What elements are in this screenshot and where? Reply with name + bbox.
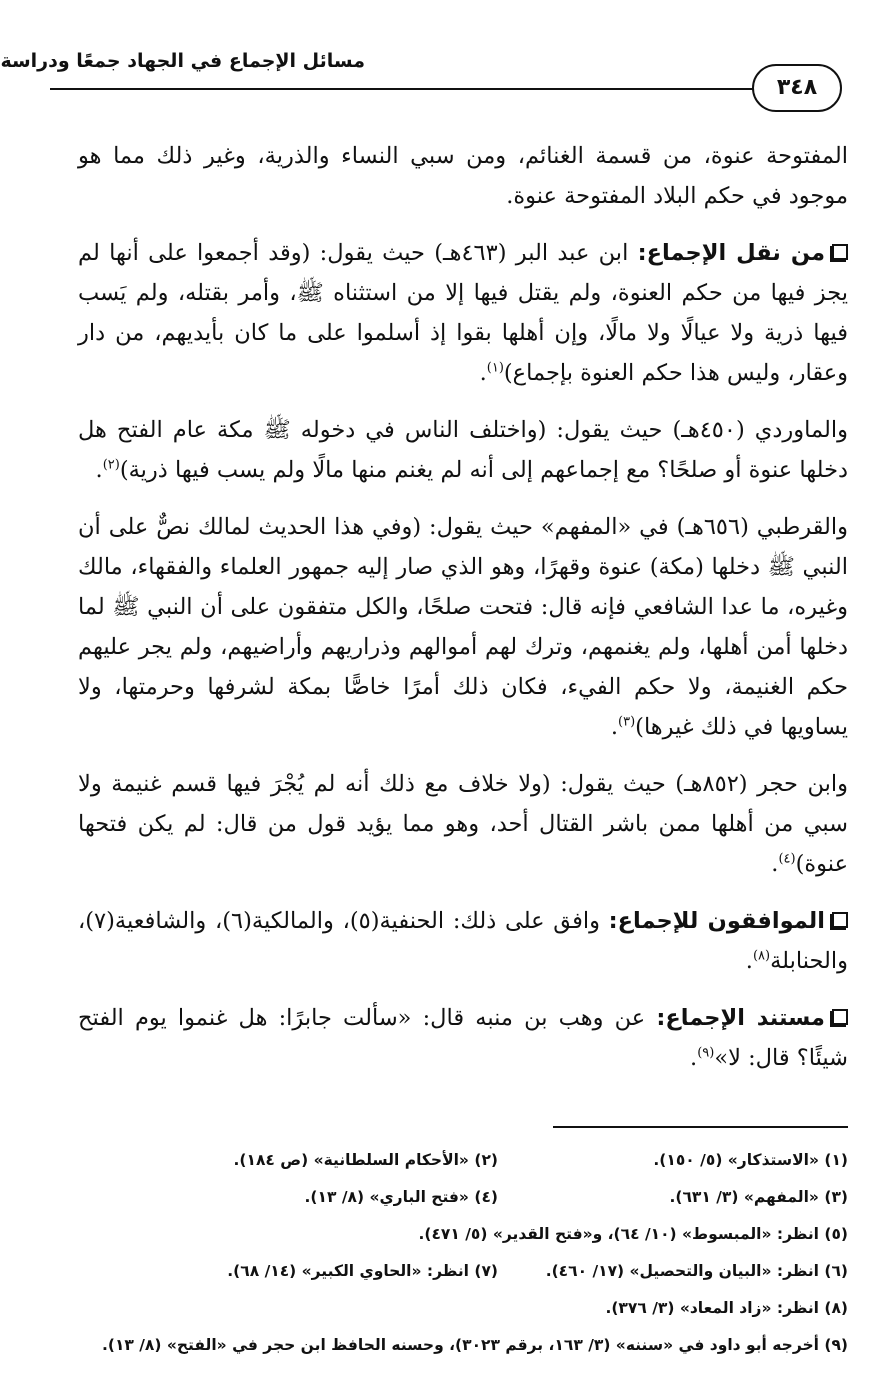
paragraph-end: . [479, 360, 487, 386]
footnote-row [78, 1289, 848, 1326]
section-heading: من نقل الإجماع: [637, 240, 825, 266]
footnote-ref: (١) [486, 360, 504, 376]
footnote-row [78, 1178, 848, 1215]
paragraph-text: وابن حجر (٨٥٢هـ) حيث يقول: (ولا خلاف مع ذلك أنه لم يُجْرَ فيها قسم غنيمة ولا سبي من أهلها ممن باشر القتال أحد، وهو مما يؤيد قول من قال: لم يكن فتحها عنوة) [78, 771, 849, 877]
footnote-row [78, 1215, 848, 1252]
paragraph-end: . [610, 714, 619, 740]
footnote-ref: (٤) [778, 851, 796, 867]
paragraph-qurtubi [78, 507, 848, 747]
main-text [78, 136, 848, 1095]
paragraph-mawardi [78, 410, 848, 490]
section-heading: الموافقون للإجماع: [608, 908, 825, 934]
paragraph-end: . [95, 457, 103, 483]
paragraph-text: والماوردي (٤٥٠هـ) حيث يقول: (واختلف الناس في دخوله ﷺ مكة عام الفتح هل دخلها عنوة أو صلحًا؟ مع إجماعهم إلى أنه لم يغنم منها مالًا ولم يسب فيها ذرية) [78, 417, 848, 483]
footnote-7: (٧) انظر: «الحاوي الكبير» (١٤/ ٦٨). [227, 1261, 498, 1280]
footnote-4: (٤) «فتح الباري» (٨/ ١٣). [304, 1187, 498, 1206]
paragraph-continuation [78, 136, 848, 216]
running-header-title: مسائل الإجماع في الجهاد جمعًا ودراسة [0, 50, 365, 72]
footnote-ref: (٨) [752, 948, 771, 964]
paragraph-text: وافق على ذلك: الحنفية(٥)، والمالكية(٦)، والشافعية(٧)، والحنابلة [78, 908, 848, 974]
paragraph-text: عن وهب بن منبه قال: «سألت جابرًا: هل غنموا يوم الفتح شيئًا؟ قال: لا» [78, 1005, 848, 1071]
footnote-ref: (٩) [697, 1045, 715, 1061]
footnote-2: (٢) «الأحكام السلطانية» (ص ١٨٤). [233, 1150, 498, 1169]
paragraph-end: . [745, 948, 753, 974]
paragraph-agreeing-schools [78, 901, 848, 981]
paragraph-ibn-hajar [78, 764, 848, 884]
footnote-6: (٦) انظر: «البيان والتحصيل» (١٧/ ٤٦٠). [545, 1261, 848, 1280]
header-rule [50, 88, 758, 90]
footnote-3: (٣) «المفهم» (٣/ ٦٣١). [669, 1187, 848, 1206]
footnote-row [78, 1141, 848, 1178]
paragraph-text: المفتوحة عنوة، من قسمة الغنائم، ومن سبي النساء والذرية، وغير ذلك مما هو موجود في حكم البلاد المفتوحة عنوة. [78, 143, 848, 209]
paragraph-evidence [78, 998, 848, 1078]
paragraph-end: . [690, 1045, 698, 1071]
footnotes [78, 1141, 848, 1363]
footnote-1: (١) «الاستذكار» (٥/ ١٥٠). [653, 1150, 848, 1169]
footnote-row [78, 1326, 848, 1363]
footnote-row [78, 1252, 848, 1289]
footnote-ref: (٢) [102, 457, 120, 473]
page-number-badge: ٣٤٨ [752, 64, 842, 112]
footnote-9: (٩) أخرجه أبو داود في «سننه» (٣/ ١٦٣، برقم ٣٠٢٣)، وحسنه الحافظ ابن حجر في «الفتح» (٨/ ١٣). [101, 1335, 848, 1354]
paragraph-text: ابن عبد البر (٤٦٣هـ) حيث يقول: (وقد أجمعوا على أنها لم يجز فيها من حكم العنوة، ولم يقتل فيها إلا من استثناه ﷺ، وأمر بقتله، ولم يَسب فيها ذرية ولا عيالًا ولا مالًا، وإن أهلها بقوا إذ أسلموا على ما كان بأيديهم، من دار وعقار، وليس هذا حكم العنوة بإجماع) [78, 240, 848, 386]
paragraph-end: . [771, 851, 779, 877]
footnote-5: (٥) انظر: «المبسوط» (١٠/ ٦٤)، و«فتح القدير» (٥/ ٤٧١). [418, 1224, 848, 1243]
footnote-separator [553, 1126, 848, 1128]
square-bullet-icon [832, 244, 848, 260]
section-heading: مستند الإجماع: [656, 1005, 825, 1031]
paragraph-text: والقرطبي (٦٥٦هـ) في «المفهم» حيث يقول: (وفي هذا الحديث لمالك نصٌّ على أن النبي ﷺ دخلها (مكة) عنوة وقهرًا، وهو الذي صار إليه جمهور العلماء والفقهاء، مالك وغيره، ما عدا الشافعي فإنه قال: فتحت صلحًا، والكل متفقون على أن النبي ﷺ لما دخلها أمن أهلها، ولم يغنمهم، وترك لهم أموالهم وذراريهم وأراضيهم، ولم يجر عليهم حكم الغنيمة، ولا حكم الفيء، فكان ذلك أمرًا خاصًّا بمكة لشرفها وحرمتها، ولا يساويها في ذلك غيرها) [78, 514, 849, 740]
square-bullet-icon [832, 912, 848, 928]
footnote-ref: (٣) [618, 714, 636, 730]
paragraph-ijma-transmitters [78, 233, 848, 393]
footnote-8: (٨) انظر: «زاد المعاد» (٣/ ٣٧٦). [605, 1298, 848, 1317]
square-bullet-icon [832, 1009, 848, 1025]
